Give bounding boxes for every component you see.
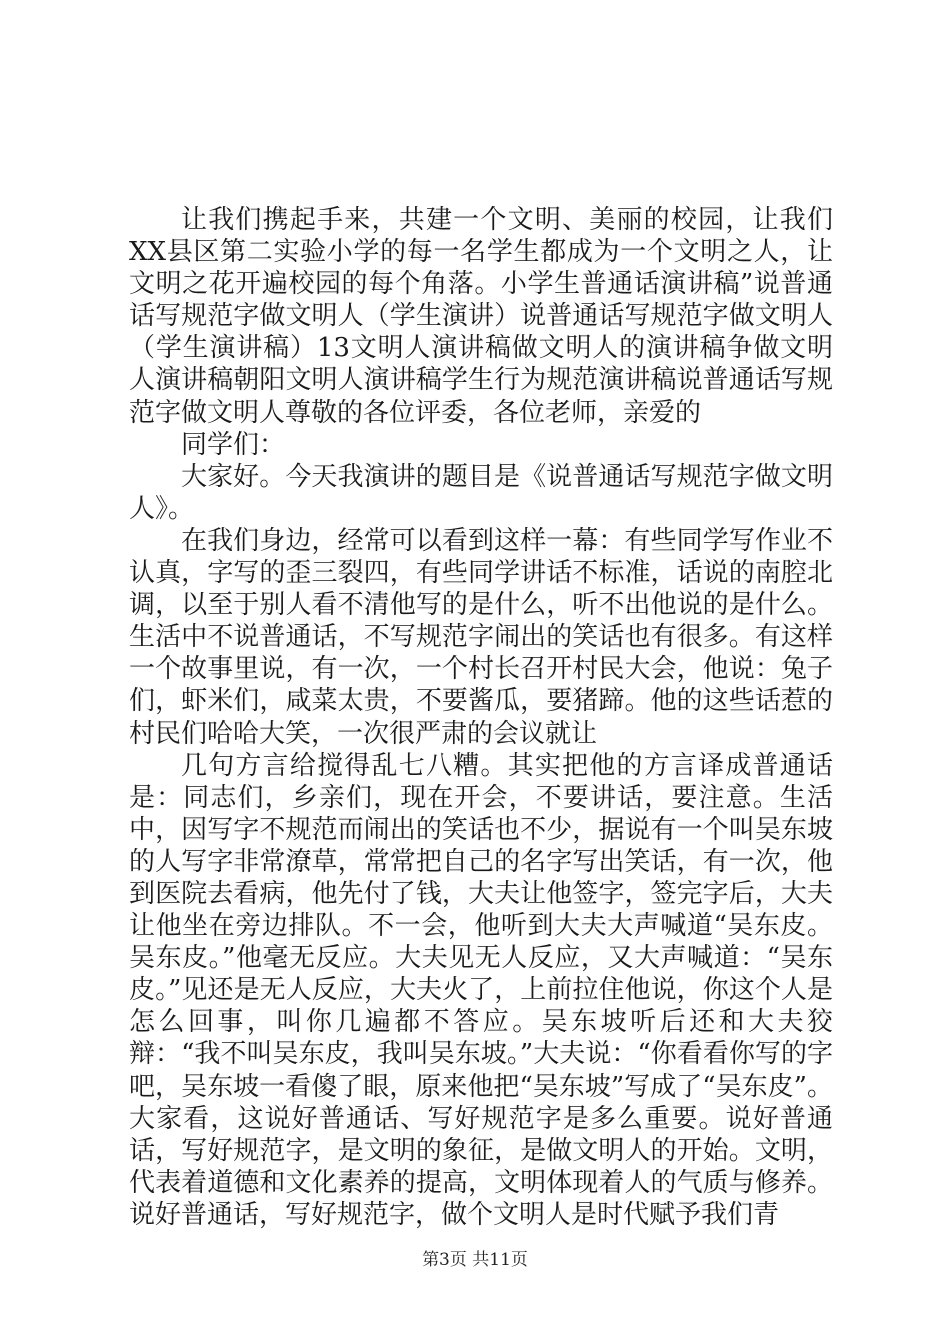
paragraph: 同学们： bbox=[181, 429, 286, 460]
paragraph: 大家好。今天我演讲的题目是《说普通话写规范字做文明人》。 bbox=[129, 461, 833, 524]
paragraph: 让我们携起手来，共建一个文明、美丽的校园，让我们XX县区第二实验小学的每一名学生都成为一个文明之人，让文明之花开遍校园的每个角落。小学生普通话演讲稿”说普通话写规范字做文明人（学生演讲）说普通话写规范字做文明人（学生演讲稿）13文明人演讲稿做文明人的演讲稿争做文明人演讲稿朝阳文明人演讲稿学生行为规范演讲稿说普通话写规范字做文明人尊敬的各位评委，各位老师，亲爱的 bbox=[129, 205, 833, 428]
document-body bbox=[129, 204, 833, 1231]
paragraph: 在我们身边，经常可以看到这样一幕：有些同学写作业不认真，字写的歪三裂四，有些同学讲话不标准，话说的南腔北调，以至于别人看不清他写的是什么，听不出他说的是什么。生活中不说普通话，不写规范字闹出的笑话也有很多。有这样一个故事里说，有一次，一个村长召开村民大会，他说：兔子们，虾米们，咸菜太贵，不要酱瓜，要猪蹄。他的这些话惹的村民们哈哈大笑，一次很严肃的会议就让 bbox=[129, 525, 833, 749]
paragraph: 几句方言给搅得乱七八糟。其实把他的方言译成普通话是：同志们，乡亲们，现在开会，不要讲话，要注意。生活中，因写字不规范而闹出的笑话也不少，据说有一个叫吴东坡的人写字非常潦草，常常把自己的名字写出笑话，有一次，他到医院去看病，他先付了钱，大夫让他签字，签完字后，大夫让他坐在旁边排队。不一会，他听到大夫大声喊道“吴东皮。吴东皮。”他毫无反应。大夫见无人反应，又大声喊道：“吴东皮。”见还是无人反应，大夫火了，上前拉住他说，你这个人是怎么回事，叫你几遍都不答应。吴东坡听后还和大夫狡辩：“我不叫吴东皮，我叫吴东坡。”大夫说：“你看看你写的字吧，吴东坡一看傻了眼，原来他把“吴东坡”写成了“吴东皮”。大家看，这说好普通话、写好规范字是多么重要。说好普通话，写好规范字，是文明的象征，是做文明人的开始。文明，代表着道德和文化素养的提高，文明体现着人的气质与修养。说好普通话，写好规范字，做个文明人是时代赋予我们青 bbox=[129, 750, 833, 1230]
page-number-footer: 第3页 共11页 bbox=[422, 1250, 528, 1270]
